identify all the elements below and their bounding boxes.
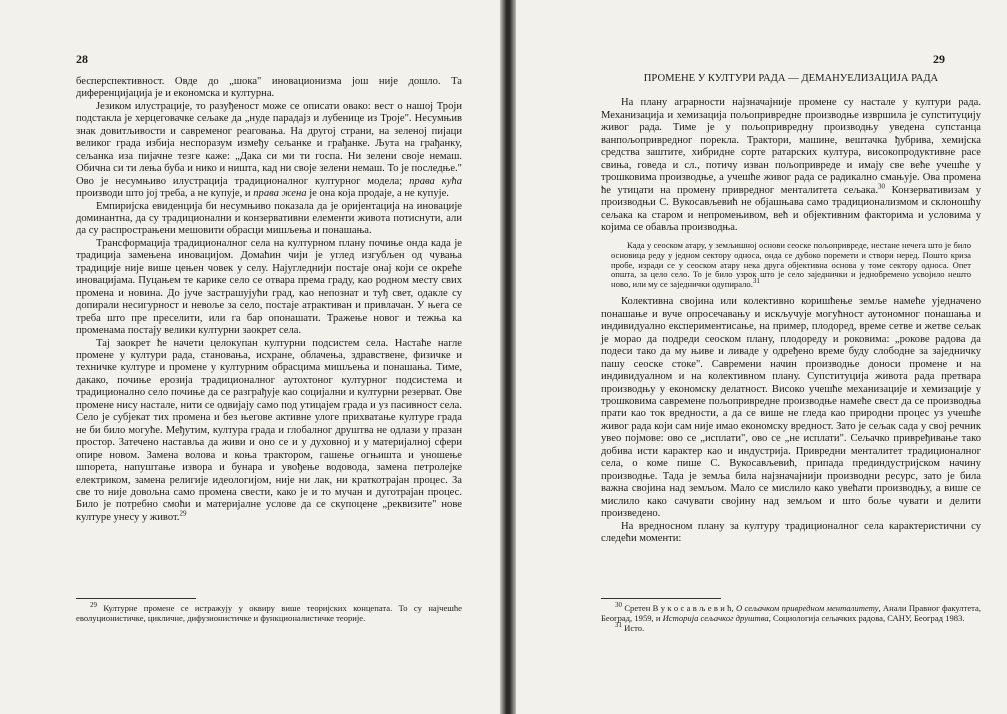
right-page <box>516 0 1007 714</box>
section-heading: ПРОМЕНЕ У КУЛТУРИ РАДА — ДЕМАНУЕЛИЗАЦИЈА РАДА <box>643 73 939 84</box>
paragraph: На вредносном плану за културу традиционалног села карактеристични су следећи моменти: <box>601 520 981 545</box>
book-gutter <box>500 0 516 714</box>
paragraph: Тај заокрет ће начети целокупан културни подсистем села. Настаће нагле промене у култури рада, становања, исхране, облачења, здравствене, физичке и техничке културе и промене у културним обрасцима мишљења и понашања. Тиме, дакако, почиње ерозија традиционалног аутохтоног културног подсистема и традиционално село почиње да се разграђује као социјални и културни резерват. Ове промене нису настале, нити се одвијају само под утицајем града и уз пасивност села. Село је субјекат тих промена и без његове активне улоге прихватање културе града не би било могуће. Међутим, култура града и глобалног друштва не одлази у празан простор. Затечено наставља да живи и оно се и у духовној и у материјалној сфери опире новом. Замена волова и коња трактором, гашење огњишта и уношење шпорета, напуштање извора и бунара и увођење водовода, замена петролејке електриком, замена религије идеологијом, није ни лак, ни краткотрајан процес. За све то није довољна само промена свести, како је и то мучан и дуготрајан процес. Било је потребно смоћи и материјалне услове да се скупоцене „реквизите" нове културе унесу у живот.$^{29}$ <box>76 337 462 523</box>
page-number: 29 <box>933 52 945 66</box>
footnotes <box>601 598 981 633</box>
footnote: $^{31}$ Исто. <box>615 621 645 633</box>
paragraph: бесперспективност. Овде до „шока" иновационизма још није дошло. Та диференцијација је и економска и културна. <box>76 76 462 100</box>
body-text <box>601 73 981 545</box>
left-page <box>0 0 500 714</box>
body-text <box>76 76 462 524</box>
footnote: $^{30}$ Сретен В у к о с а в љ е в и ћ, О сељачком привредном менталитету, Анали Правног факултета, Београд, 1959, и Историја сељачког друштва, Социологија сељачких радова, САНУ, Београд 1983. <box>601 601 981 623</box>
footnote-ref: 31 <box>752 276 760 285</box>
footnote-ref: 29 <box>179 509 187 518</box>
paragraph: На плану аграрности најзначајније промене су настале у култури рада. Механизација и хемизација пољопривредне производње извршила је супституцију живог рада. Тиме је у пољопривредну производњу уведена супстанца ванпољопривредног порекла. Трактори, машине, вештачка ђубрива, хемијска средства заштите, хибридне сорте ратарских култура, високопродуктивне расе свиња, говеда и сл., потичу изван пољопривреде и имају све веће учешће у трошковима производње, а учешће живог рада се радикално смањује. Ова промена ће утицати на промену привредног менталитета сељака.$^{30}$ Конзервативизам у производњи С. Вукосављевић не објашњава само традиционализмом и склоношћу сељака ка старом и непромењивом, већ и објективним факторима и условима у којима се обавља производња. <box>601 97 981 233</box>
paragraph: Емпиријска евиденција би несумњиво показала да је оријентација на иновације доминантна, да су традиционални и конзервативни елементи живота потиснути, али да су распрострањени мешовити обрасци мишљења и понашања. <box>76 200 462 237</box>
page-number: 28 <box>76 52 88 66</box>
footnotes <box>76 598 462 623</box>
paragraph: Колективна својина или колективно коришћење земље намеће уједначено понашање и вуче опросечавању и искључује могућност аутономног понашања и индивидуално експериментисање, на пример, плодоред, време сетве и жетве сељак је морао да подреди сеоском плану, плодореду и роковима: „рокове радова да подеси тако да му њиве и ливаде у одређено време буду слободне за заједничку пашу сеоске стоке". Савремени начин производње доноси промене и на индивидуалном и на колективном плану. Супституција живота рада претвара производњу у економску делатност. Високо учешће механизације и хемизације у трошковима савремене пољопривредне производње намеће свест да се производња прати као ток вредности, а да се више не гледа као природни процес уз учешће живог рада који сам није имао економску вредност. Зато је сељак сада у свој речник увео појмове: ово се „исплати", ово се „не исплати". Сељачко привређивање тако добива исти карактер као и индустрија. Привредни менталитет традиционалног села, о коме пише С. Вукосављевић, припада прединдустријском начину производње. Тада је земља била најзначајнији производни ресурс, зато је била важна својина над земљом. Мало се мислило како увећати производњу, а више се мислило како сачувати својину над земљом и што боље чувати и делити произведено. <box>601 296 981 520</box>
footnote-ref: 30 <box>878 182 886 191</box>
paragraph: Трансформација традиционалног села на културном плану почиње онда када је традиција замењена иновацијом. Домаћин чији је углед изгубљен од чувања традиције није више цењен човек у селу. Најугледнији постаје онај који се окреће иновацијама. Пуцањем те карике село се отвара према граду, као родном месту свих промена и новина. До јуче застрашујући град, као непознат и туђ свет, одакле су допирали несигурност и невоље за село, постаје атрактиван и привлачан. У њега се треба што пре преселити, или га бар опонашати. Тражење новог и тежња ка променама постају велики културни заокрет села. <box>76 237 462 337</box>
block-quote: Када у сеоском атару, у земљишној основи сеоске пољопривреде, нестане нечега што је било основица реду у једном сектору односа, онда се дубоко поремети и створи неред. Пошто криза пробе, изради се у сеоском атару нека друга објективна основа у томе сектору односа. Опет општа, за цело село. То је било узрок што је село заједнички и једнобремено усвојило нешто ново, или му се заједнички одупирало.$^{31}$ <box>611 240 971 289</box>
footnote-rule <box>76 598 196 599</box>
footnote-rule <box>601 598 721 599</box>
paragraph: Језиком илустрације, то разуђеност може се описати овако: вест о нашој Троји подстакла је херцеговачке сељаке да „нуде парадајз и лубенице из Троје". Несумњив знак довитљивости и савременог реаговања. На другој страни, на зеленој пијаци великог града избија неспоразум између сељанке и грађанке. Љута на грађанку, сељанка иза пијачне тезге каже: „Дака си ми ти госпа. Ни зелени своје немаш. Обична си ти лења буба и нико и ништа, кад ни своје зелени немаш. То је последње." Ово је несумњиво илустрација традиционалног културног модела; права кућа производи што јој треба, а не купује, и права жена је она која продаје, а не купује. <box>76 100 462 200</box>
footnote: $^{29}$ Културне промене се истражују у оквиру више теоријских концепата. То су најчешће еволуционистичке, цикличне, дифузионистичке и функционалистичке теорије. <box>76 601 462 623</box>
